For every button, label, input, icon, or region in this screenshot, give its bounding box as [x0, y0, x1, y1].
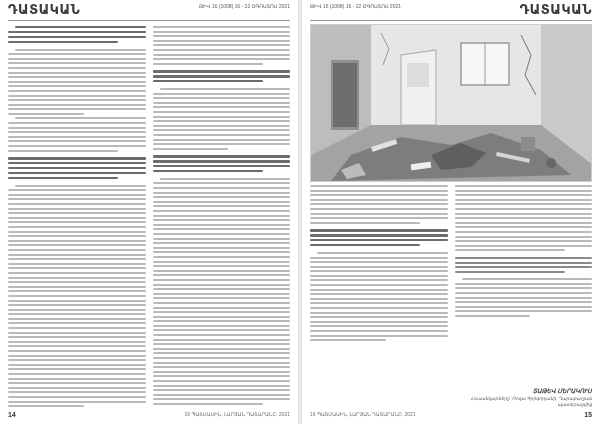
text-line [8, 36, 146, 38]
left-column-1 [8, 26, 146, 408]
text-line [153, 120, 291, 122]
text-line [310, 266, 448, 268]
text-line [153, 102, 291, 104]
text-line [153, 165, 291, 167]
right-column-1 [310, 185, 448, 408]
text-line [8, 72, 146, 74]
text-line [8, 41, 118, 43]
text-line [317, 252, 448, 254]
text-line [310, 284, 448, 286]
text-line [455, 213, 593, 215]
text-line [8, 309, 146, 311]
text-line [153, 187, 291, 189]
left-issue-line: ԹԻՎ 16 (1008) 16 - 22 ՕԳՈՍՏՈՍ 2021 [198, 4, 290, 10]
right-column-2 [455, 185, 593, 408]
text-line [153, 343, 291, 345]
text-line [8, 341, 146, 343]
text-line [153, 385, 291, 387]
text-line [8, 345, 146, 347]
text-line [455, 292, 593, 294]
text-line [310, 316, 448, 318]
text-line [153, 329, 291, 331]
text-line [153, 129, 291, 131]
text-line [153, 251, 291, 253]
text-line [310, 257, 448, 259]
text-line [153, 58, 291, 60]
text-line [8, 104, 146, 106]
text-line [8, 208, 146, 210]
text-line [8, 249, 146, 251]
text-line [455, 240, 593, 242]
text-line [455, 236, 593, 238]
text-line [153, 320, 291, 322]
text-line [160, 178, 291, 180]
text-line [8, 277, 146, 279]
text-line [310, 261, 448, 263]
text-line [310, 307, 448, 309]
text-line [153, 116, 291, 118]
text-line [153, 196, 291, 198]
text-line [455, 194, 593, 196]
text-line [310, 213, 448, 215]
text-line [153, 182, 291, 184]
text-line [8, 198, 146, 200]
text-line [153, 398, 291, 400]
text-line [8, 136, 146, 138]
text-line [8, 295, 146, 297]
text-line [8, 254, 146, 256]
text-line [153, 192, 291, 194]
text-line [310, 279, 448, 281]
text-line [153, 35, 291, 37]
text-line [455, 199, 593, 201]
text-line [8, 194, 146, 196]
text-line [455, 231, 593, 233]
right-footer [310, 411, 592, 419]
text-line [8, 226, 146, 228]
text-line [310, 293, 448, 295]
right-article-columns [310, 185, 592, 408]
article-text-block [153, 26, 291, 408]
text-line [153, 80, 263, 82]
text-line [153, 54, 291, 56]
text-line [310, 208, 448, 210]
text-line [153, 224, 291, 226]
text-line [310, 190, 448, 192]
text-line [153, 247, 291, 249]
text-line [153, 233, 291, 235]
text-line [8, 108, 146, 110]
text-line [153, 125, 291, 127]
text-line [310, 321, 448, 323]
text-line [153, 293, 291, 295]
text-line [8, 405, 84, 407]
text-line [153, 111, 291, 113]
text-line [153, 219, 291, 221]
text-line [8, 240, 146, 242]
text-line [8, 318, 146, 320]
left-masthead: ԴԱՏԱԿԱՆ [8, 3, 81, 18]
text-line [153, 389, 291, 391]
text-line [310, 302, 448, 304]
left-footer [8, 411, 290, 419]
text-line [310, 194, 448, 196]
text-line [153, 362, 291, 364]
text-line [8, 300, 146, 302]
text-line [8, 95, 146, 97]
text-line [8, 189, 146, 191]
text-line [8, 336, 146, 338]
text-line [8, 99, 146, 101]
text-line [8, 81, 146, 83]
damaged-room-photo [310, 24, 592, 182]
text-line [8, 286, 146, 288]
text-line [8, 157, 146, 159]
text-line [153, 210, 291, 212]
text-line [8, 127, 146, 129]
text-line [153, 97, 291, 99]
text-line [455, 287, 593, 289]
right-issue-line: ԹԻՎ 16 (1008) 16 - 22 ՕԳՈՍՏՈՍ 2021 [310, 4, 402, 10]
text-line [8, 62, 146, 64]
left-page [0, 0, 298, 424]
text-line [310, 234, 448, 236]
text-line [15, 117, 146, 119]
text-line [153, 93, 291, 95]
text-line [8, 391, 146, 393]
text-line [8, 53, 146, 55]
text-line [8, 272, 146, 274]
text-line [455, 301, 593, 303]
text-line [455, 283, 593, 285]
text-line [8, 332, 146, 334]
text-line [455, 310, 593, 312]
text-line [8, 359, 146, 361]
left-footer-info: 16 ՊԱՏՄԱՍԻՆ, ԼԱՐՅԱՆ ԴԱՏԱՐԱՆԸ, 2021 [184, 412, 290, 418]
text-line [8, 387, 146, 389]
text-line [153, 40, 291, 42]
text-line [8, 85, 146, 87]
text-line [8, 304, 146, 306]
text-line [153, 339, 291, 341]
photo-credit: Լուսանկարները՝ Ռոզա Գրիգորյանի, Ղարաբաղյան պատերազմից [470, 396, 592, 407]
text-line [153, 75, 291, 77]
text-line [455, 271, 565, 273]
text-line [153, 139, 291, 141]
text-line [8, 368, 146, 370]
text-line [153, 44, 291, 46]
text-line [310, 217, 448, 219]
left-column-2 [153, 26, 291, 408]
text-line [8, 221, 146, 223]
text-line [153, 334, 291, 336]
text-line [153, 49, 291, 51]
text-line [455, 257, 593, 259]
text-line [310, 199, 448, 201]
text-line [153, 270, 291, 272]
text-line [153, 371, 291, 373]
text-line [8, 67, 146, 69]
text-line [462, 278, 593, 280]
text-line [153, 170, 263, 172]
text-line [455, 208, 593, 210]
text-line [455, 203, 593, 205]
text-line [8, 76, 146, 78]
text-line [8, 322, 146, 324]
text-line [153, 201, 291, 203]
text-line [310, 270, 448, 272]
text-line [8, 203, 146, 205]
text-line [8, 267, 146, 269]
text-line [153, 274, 291, 276]
text-line [153, 297, 291, 299]
text-line [455, 185, 593, 187]
text-line [455, 249, 565, 251]
text-line [153, 148, 229, 150]
text-line [153, 242, 291, 244]
article-text-block [455, 185, 593, 386]
text-line [15, 185, 146, 187]
text-line [8, 90, 146, 92]
text-line [455, 190, 593, 192]
text-line [153, 307, 291, 309]
text-line [8, 281, 146, 283]
text-line [153, 238, 291, 240]
text-line [310, 275, 448, 277]
text-line [153, 288, 291, 290]
right-page [302, 0, 600, 424]
text-line [15, 26, 146, 28]
text-line [310, 289, 448, 291]
right-header-rule [310, 20, 592, 21]
text-line [455, 315, 531, 317]
text-line [8, 355, 146, 357]
text-line [153, 380, 291, 382]
article-text-block [8, 26, 146, 408]
text-line [8, 235, 146, 237]
text-line [153, 106, 291, 108]
text-line [8, 131, 146, 133]
text-line [153, 256, 291, 258]
text-line [153, 348, 291, 350]
text-line [153, 325, 291, 327]
text-line [153, 403, 263, 405]
text-line [8, 58, 146, 60]
text-line [153, 155, 291, 157]
author-name: ՏԱԹԵՎ ՄԵՐԱԿՈՒՄ [532, 389, 592, 395]
text-line [455, 217, 593, 219]
text-line [15, 49, 146, 51]
text-line [153, 228, 291, 230]
text-line [310, 185, 448, 187]
text-line [8, 244, 146, 246]
text-line [153, 31, 291, 33]
text-line [310, 222, 420, 224]
right-masthead: ԴԱՏԱԿԱՆ [519, 3, 592, 18]
text-line [310, 312, 448, 314]
text-line [455, 297, 593, 299]
text-line [153, 26, 291, 28]
text-line [310, 244, 420, 246]
text-line [455, 222, 593, 224]
article-text-block [310, 185, 448, 408]
text-line [8, 140, 146, 142]
text-line [153, 284, 291, 286]
text-line [153, 143, 291, 145]
text-line [153, 311, 291, 313]
text-line [8, 401, 146, 403]
text-line [8, 378, 146, 380]
text-line [455, 226, 593, 228]
text-line [310, 229, 448, 231]
text-line [455, 245, 593, 247]
text-line [153, 375, 291, 377]
text-line [8, 145, 146, 147]
text-line [153, 366, 291, 368]
text-line [8, 364, 146, 366]
text-line [153, 134, 291, 136]
text-line [153, 70, 291, 72]
text-line [153, 63, 263, 65]
text-line [153, 316, 291, 318]
text-line [310, 325, 448, 327]
text-line [153, 265, 291, 267]
text-line [153, 215, 291, 217]
text-line [310, 330, 448, 332]
right-footer-info: 16 ՊԱՏՄԱՍԻՆ, ԼԱՐՅԱՆ ԴԱՏԱՐԱՆԸ, 2021 [310, 412, 416, 418]
text-line [8, 263, 146, 265]
text-line [310, 298, 448, 300]
text-line [8, 122, 146, 124]
text-line [8, 162, 146, 164]
text-line [8, 113, 84, 115]
left-page-number: 14 [8, 411, 16, 419]
text-line [8, 350, 146, 352]
text-line [310, 239, 448, 241]
text-line [8, 373, 146, 375]
text-line [8, 231, 146, 233]
text-line [310, 335, 448, 337]
text-line [153, 357, 291, 359]
text-line [8, 290, 146, 292]
text-line [455, 262, 593, 264]
text-line [153, 160, 291, 162]
text-line [8, 212, 146, 214]
text-line [153, 279, 291, 281]
damaged-room-illustration [311, 25, 592, 181]
text-line [153, 352, 291, 354]
text-line [310, 339, 386, 341]
text-line [153, 302, 291, 304]
text-line [8, 217, 146, 219]
text-line [153, 205, 291, 207]
text-line [153, 261, 291, 263]
text-line [455, 306, 593, 308]
text-line [8, 150, 118, 152]
text-line [8, 172, 146, 174]
author-signature [455, 388, 593, 408]
text-line [160, 88, 291, 90]
text-line [455, 266, 593, 268]
text-line [8, 327, 146, 329]
text-line [8, 31, 146, 33]
text-line [310, 203, 448, 205]
text-line [153, 394, 291, 396]
left-article-columns [8, 26, 290, 408]
text-line [8, 382, 146, 384]
text-line [8, 177, 118, 179]
right-page-number: 15 [584, 411, 592, 419]
text-line [8, 396, 146, 398]
text-line [8, 313, 146, 315]
left-header-rule [8, 20, 290, 21]
text-line [8, 258, 146, 260]
text-line [8, 167, 146, 169]
